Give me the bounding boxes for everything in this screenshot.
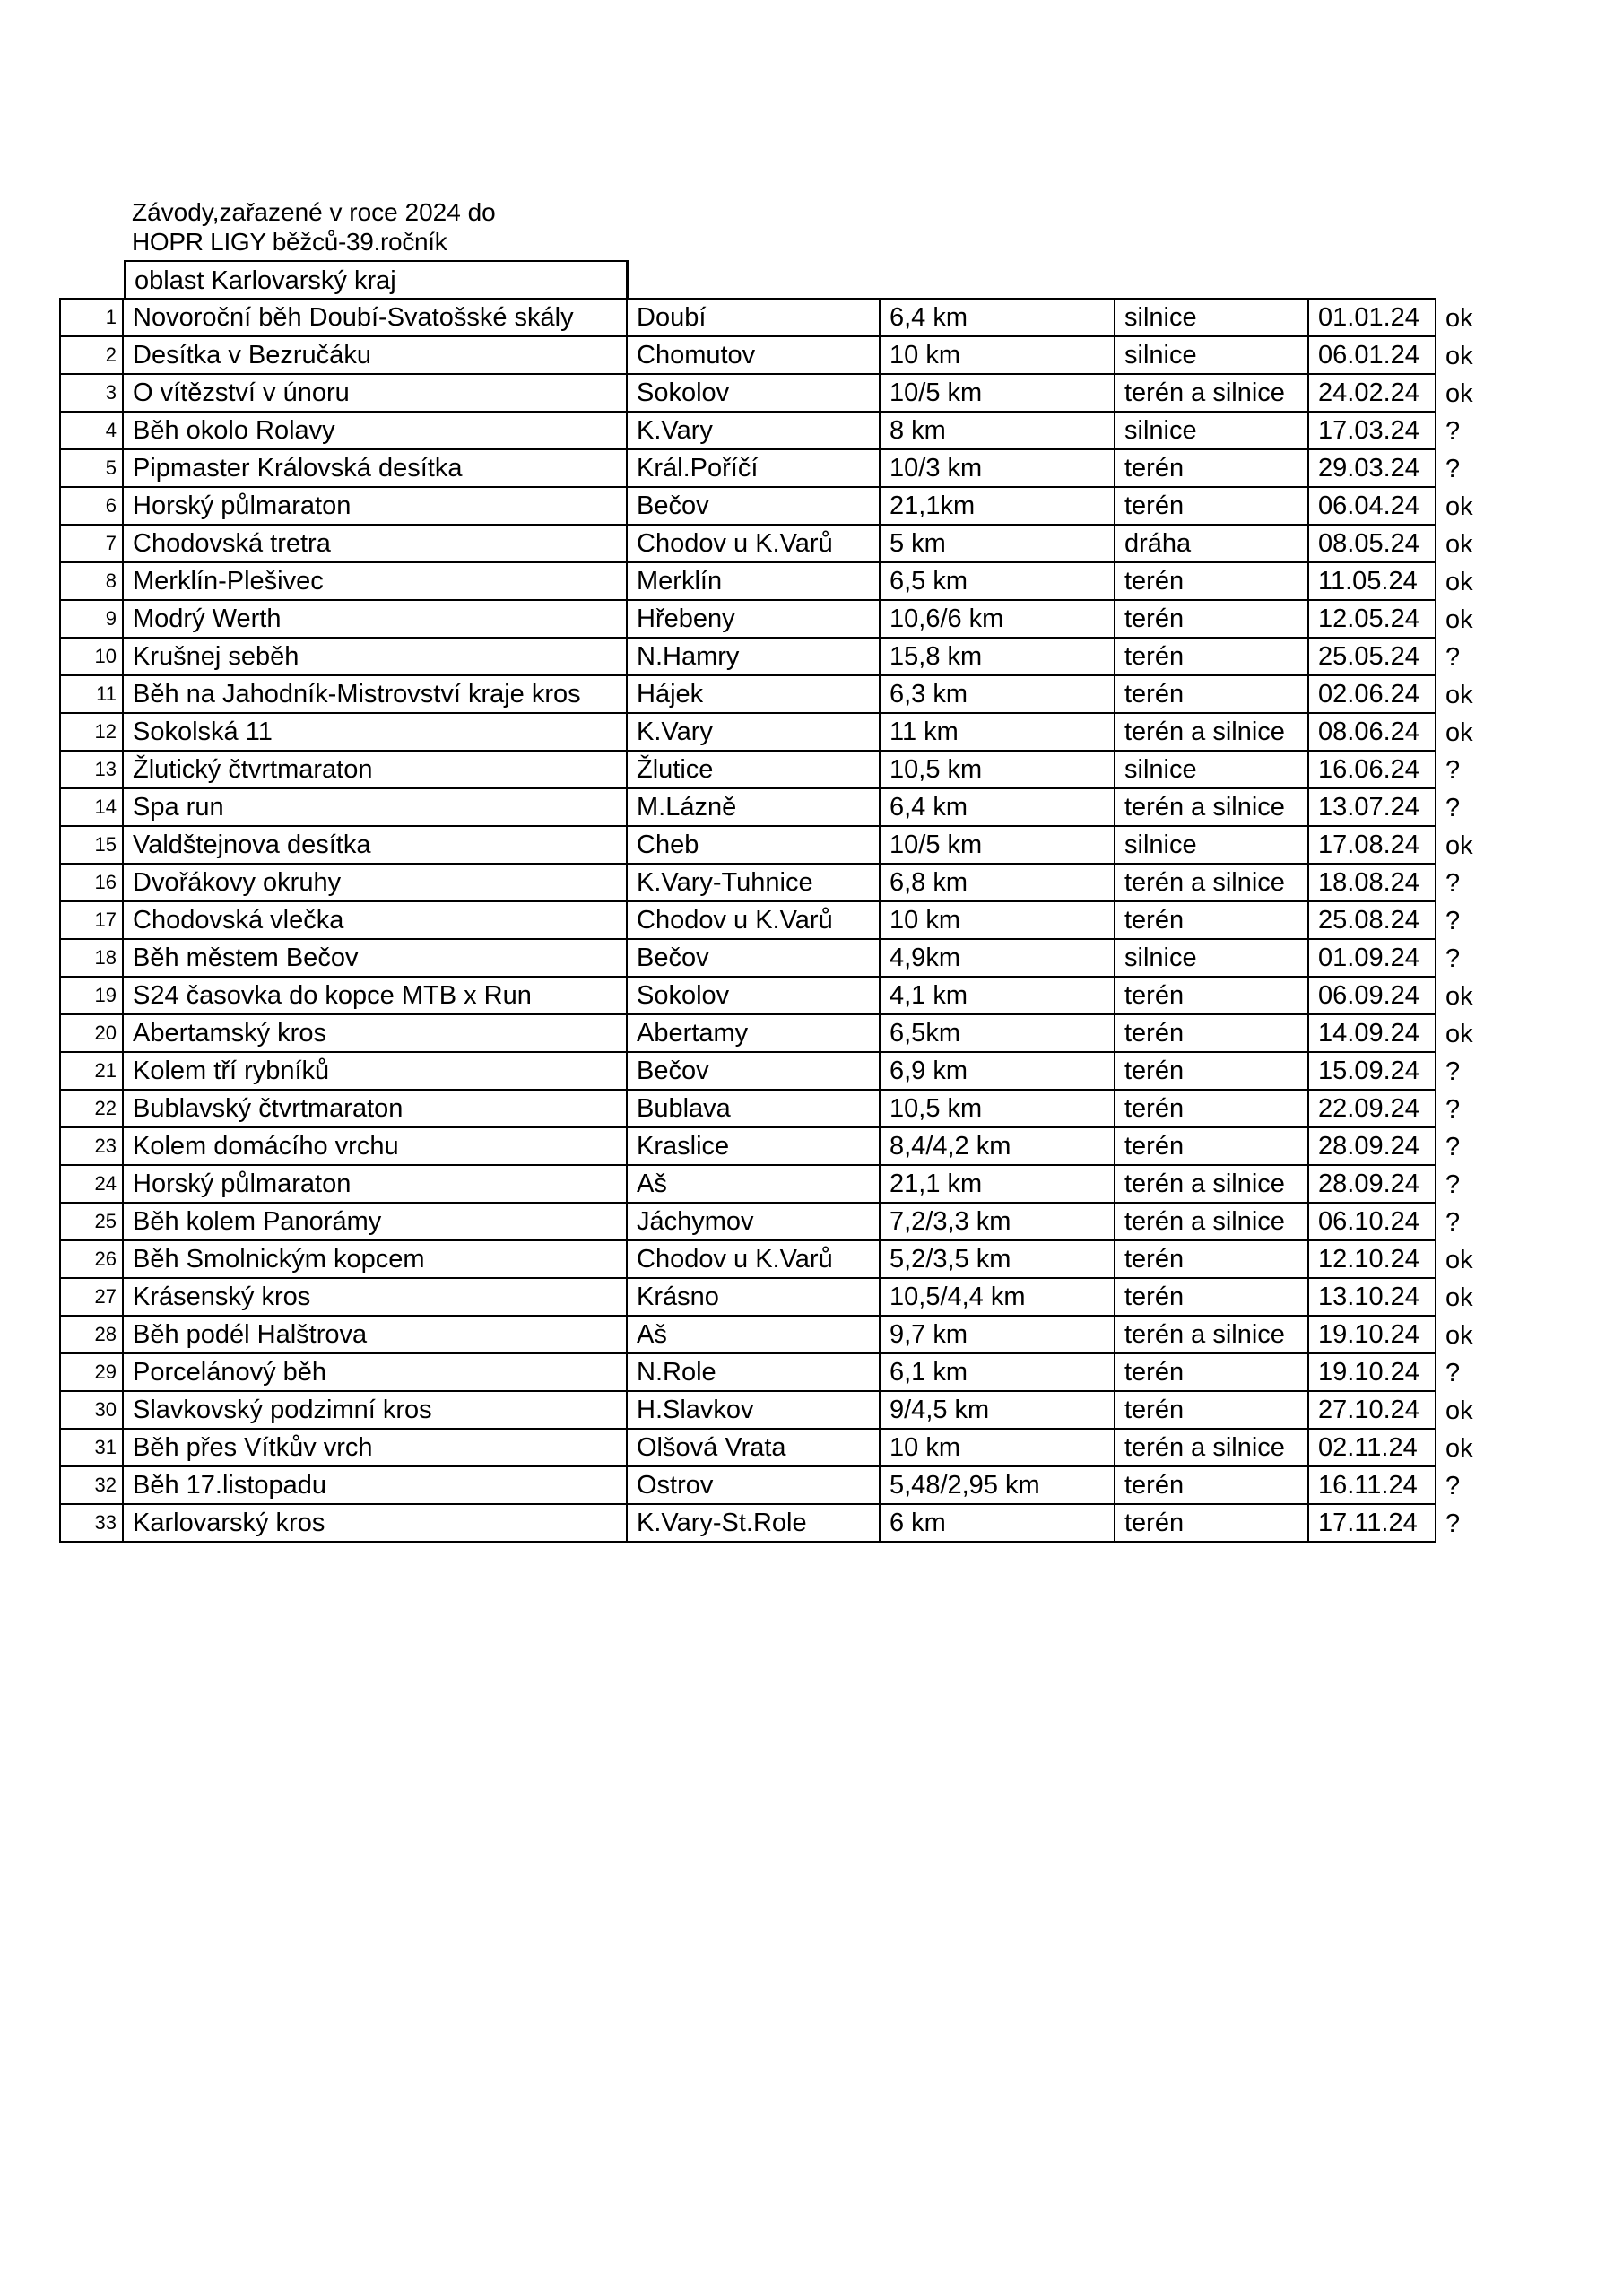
race-distance: 21,1km [880, 487, 1115, 525]
race-place: K.Vary [627, 713, 880, 751]
race-distance: 9/4,5 km [880, 1391, 1115, 1429]
region-divider [628, 260, 629, 298]
race-name: Pipmaster Královská desítka [123, 449, 627, 487]
race-number: 1 [60, 299, 123, 336]
race-name: Abertamský kros [123, 1014, 627, 1052]
race-status: ok [1445, 1434, 1473, 1463]
race-distance: 10 km [880, 1429, 1115, 1466]
race-number: 7 [60, 525, 123, 562]
race-status: ok [1445, 304, 1473, 333]
race-date: 13.07.24 [1308, 788, 1436, 826]
race-status: ok [1445, 681, 1473, 709]
race-surface: silnice [1115, 939, 1308, 977]
race-status: ? [1445, 1472, 1461, 1500]
race-number: 4 [60, 412, 123, 449]
race-surface: terén [1115, 675, 1308, 713]
race-distance: 5,48/2,95 km [880, 1466, 1115, 1504]
race-date: 28.09.24 [1308, 1127, 1436, 1165]
race-surface: terén [1115, 1090, 1308, 1127]
table-row [60, 487, 1489, 525]
race-date: 22.09.24 [1308, 1090, 1436, 1127]
race-name: Novoroční běh Doubí-Svatošské skály [123, 299, 627, 336]
race-date: 08.05.24 [1308, 525, 1436, 562]
race-name: S24 časovka do kopce MTB x Run [123, 977, 627, 1014]
race-distance: 8,4/4,2 km [880, 1127, 1115, 1165]
race-name: Bublavský čtvrtmaraton [123, 1090, 627, 1127]
race-name: Běh 17.listopadu [123, 1466, 627, 1504]
race-surface: terén [1115, 600, 1308, 638]
race-surface: terén [1115, 1466, 1308, 1504]
race-place: M.Lázně [627, 788, 880, 826]
race-number: 3 [60, 374, 123, 412]
race-place: Abertamy [627, 1014, 880, 1052]
race-place: Jáchymov [627, 1203, 880, 1240]
race-status: ? [1445, 1359, 1461, 1387]
race-status: ok [1445, 982, 1473, 1011]
race-place: N.Role [627, 1353, 880, 1391]
race-place: K.Vary-St.Role [627, 1504, 880, 1542]
race-name: Běh podél Halštrova [123, 1316, 627, 1353]
table-row [60, 864, 1489, 901]
race-name: Modrý Werth [123, 600, 627, 638]
table-row [60, 901, 1489, 939]
races-table [59, 298, 1490, 1543]
race-surface: terén [1115, 1278, 1308, 1316]
race-date: 06.10.24 [1308, 1203, 1436, 1240]
races-table-body [60, 299, 1489, 1542]
race-surface: terén [1115, 1391, 1308, 1429]
table-row [60, 562, 1489, 600]
table-row [60, 1429, 1489, 1466]
race-name: Běh městem Bečov [123, 939, 627, 977]
race-distance: 9,7 km [880, 1316, 1115, 1353]
race-distance: 10,5 km [880, 751, 1115, 788]
race-status: ok [1445, 1246, 1473, 1274]
race-status: ? [1445, 907, 1461, 935]
race-distance: 6,1 km [880, 1353, 1115, 1391]
race-number: 21 [60, 1052, 123, 1090]
race-place: Cheb [627, 826, 880, 864]
race-distance: 6,4 km [880, 299, 1115, 336]
race-status: ? [1445, 1170, 1461, 1199]
race-number: 15 [60, 826, 123, 864]
race-date: 15.09.24 [1308, 1052, 1436, 1090]
table-row [60, 449, 1489, 487]
race-name: Běh přes Vítkův vrch [123, 1429, 627, 1466]
race-place: Bublava [627, 1090, 880, 1127]
race-number: 24 [60, 1165, 123, 1203]
race-date: 16.11.24 [1308, 1466, 1436, 1504]
race-date: 25.05.24 [1308, 638, 1436, 675]
race-distance: 10,6/6 km [880, 600, 1115, 638]
race-number: 17 [60, 901, 123, 939]
race-surface: terén a silnice [1115, 374, 1308, 412]
race-surface: terén [1115, 1014, 1308, 1052]
race-place: Kraslice [627, 1127, 880, 1165]
race-number: 28 [60, 1316, 123, 1353]
table-row [60, 1316, 1489, 1353]
race-status: ? [1445, 455, 1461, 483]
race-place: Chomutov [627, 336, 880, 374]
race-number: 26 [60, 1240, 123, 1278]
race-number: 20 [60, 1014, 123, 1052]
race-place: Sokolov [627, 374, 880, 412]
race-place: Merklín [627, 562, 880, 600]
race-date: 17.08.24 [1308, 826, 1436, 864]
table-row [60, 525, 1489, 562]
table-row [60, 1466, 1489, 1504]
race-distance: 6,3 km [880, 675, 1115, 713]
race-date: 06.01.24 [1308, 336, 1436, 374]
race-place: Chodov u K.Varů [627, 901, 880, 939]
race-name: Chodovská tretra [123, 525, 627, 562]
race-surface: terén [1115, 1353, 1308, 1391]
race-distance: 6,4 km [880, 788, 1115, 826]
race-surface: dráha [1115, 525, 1308, 562]
table-row [60, 1278, 1489, 1316]
race-distance: 10,5/4,4 km [880, 1278, 1115, 1316]
race-name: Merklín-Plešivec [123, 562, 627, 600]
race-name: Sokolská 11 [123, 713, 627, 751]
race-surface: silnice [1115, 336, 1308, 374]
race-date: 01.09.24 [1308, 939, 1436, 977]
race-surface: terén a silnice [1115, 1429, 1308, 1466]
race-date: 06.04.24 [1308, 487, 1436, 525]
race-distance: 10/5 km [880, 826, 1115, 864]
race-distance: 10/3 km [880, 449, 1115, 487]
race-date: 13.10.24 [1308, 1278, 1436, 1316]
race-name: Žlutický čtvrtmaraton [123, 751, 627, 788]
race-status: ? [1445, 1057, 1461, 1086]
race-surface: terén [1115, 1052, 1308, 1090]
race-date: 02.11.24 [1308, 1429, 1436, 1466]
race-distance: 10,5 km [880, 1090, 1115, 1127]
race-place: Olšová Vrata [627, 1429, 880, 1466]
race-place: K.Vary [627, 412, 880, 449]
race-status: ? [1445, 1095, 1461, 1124]
race-place: Bečov [627, 487, 880, 525]
race-date: 12.10.24 [1308, 1240, 1436, 1278]
race-distance: 4,1 km [880, 977, 1115, 1014]
race-number: 25 [60, 1203, 123, 1240]
race-status: ? [1445, 1509, 1461, 1538]
table-row [60, 336, 1489, 374]
race-surface: terén [1115, 638, 1308, 675]
race-number: 19 [60, 977, 123, 1014]
race-place: Král.Poříčí [627, 449, 880, 487]
race-surface: terén [1115, 562, 1308, 600]
race-place: Bečov [627, 1052, 880, 1090]
race-number: 27 [60, 1278, 123, 1316]
race-number: 10 [60, 638, 123, 675]
race-date: 17.03.24 [1308, 412, 1436, 449]
race-name: Běh na Jahodník-Mistrovství kraje kros [123, 675, 627, 713]
race-date: 12.05.24 [1308, 600, 1436, 638]
race-status: ok [1445, 568, 1473, 596]
table-row [60, 374, 1489, 412]
race-distance: 6,9 km [880, 1052, 1115, 1090]
race-name: Kolem tří rybníků [123, 1052, 627, 1090]
race-date: 14.09.24 [1308, 1014, 1436, 1052]
race-surface: terén [1115, 901, 1308, 939]
race-name: Spa run [123, 788, 627, 826]
race-date: 18.08.24 [1308, 864, 1436, 901]
race-surface: terén a silnice [1115, 1316, 1308, 1353]
race-date: 29.03.24 [1308, 449, 1436, 487]
table-row [60, 299, 1489, 336]
race-number: 13 [60, 751, 123, 788]
race-number: 2 [60, 336, 123, 374]
title-line-1: Závody,zařazené v roce 2024 do [132, 198, 496, 226]
table-row [60, 977, 1489, 1014]
race-place: Hřebeny [627, 600, 880, 638]
race-status: ? [1445, 417, 1461, 446]
race-distance: 6,5 km [880, 562, 1115, 600]
race-date: 27.10.24 [1308, 1391, 1436, 1429]
race-status: ok [1445, 1321, 1473, 1350]
document-title [132, 197, 496, 257]
race-surface: terén a silnice [1115, 1165, 1308, 1203]
race-status: ? [1445, 1208, 1461, 1237]
race-surface: silnice [1115, 751, 1308, 788]
race-date: 19.10.24 [1308, 1316, 1436, 1353]
race-distance: 6 km [880, 1504, 1115, 1542]
race-date: 28.09.24 [1308, 1165, 1436, 1203]
race-name: Kolem domácího vrchu [123, 1127, 627, 1165]
race-number: 29 [60, 1353, 123, 1391]
race-surface: silnice [1115, 412, 1308, 449]
race-name: Slavkovský podzimní kros [123, 1391, 627, 1429]
race-distance: 7,2/3,3 km [880, 1203, 1115, 1240]
race-place: Chodov u K.Varů [627, 525, 880, 562]
race-place: K.Vary-Tuhnice [627, 864, 880, 901]
race-place: Žlutice [627, 751, 880, 788]
race-status: ok [1445, 1283, 1473, 1312]
race-name: Karlovarský kros [123, 1504, 627, 1542]
table-row [60, 1127, 1489, 1165]
race-status: ok [1445, 492, 1473, 521]
race-status: ok [1445, 718, 1473, 747]
table-row [60, 600, 1489, 638]
table-row [60, 1240, 1489, 1278]
race-name: Krásenský kros [123, 1278, 627, 1316]
race-name: Porcelánový běh [123, 1353, 627, 1391]
race-surface: terén [1115, 1240, 1308, 1278]
table-row [60, 1504, 1489, 1542]
race-surface: terén [1115, 487, 1308, 525]
race-place: Krásno [627, 1278, 880, 1316]
race-distance: 8 km [880, 412, 1115, 449]
race-date: 25.08.24 [1308, 901, 1436, 939]
race-place: Chodov u K.Varů [627, 1240, 880, 1278]
race-status: ok [1445, 379, 1473, 408]
race-number: 12 [60, 713, 123, 751]
race-distance: 5 km [880, 525, 1115, 562]
race-status: ok [1445, 342, 1473, 370]
race-number: 9 [60, 600, 123, 638]
race-surface: silnice [1115, 299, 1308, 336]
race-name: Běh kolem Panorámy [123, 1203, 627, 1240]
race-date: 16.06.24 [1308, 751, 1436, 788]
title-line-2: HOPR LIGY běžců-39.ročník [132, 228, 447, 256]
table-row [60, 1391, 1489, 1429]
race-place: H.Slavkov [627, 1391, 880, 1429]
race-status: ok [1445, 831, 1473, 860]
race-number: 23 [60, 1127, 123, 1165]
race-surface: terén [1115, 449, 1308, 487]
table-row [60, 1203, 1489, 1240]
race-surface: terén [1115, 977, 1308, 1014]
race-number: 32 [60, 1466, 123, 1504]
race-number: 33 [60, 1504, 123, 1542]
race-date: 01.01.24 [1308, 299, 1436, 336]
table-row [60, 1014, 1489, 1052]
race-number: 30 [60, 1391, 123, 1429]
race-distance: 6,5km [880, 1014, 1115, 1052]
race-name: O vítězství v únoru [123, 374, 627, 412]
race-status: ? [1445, 794, 1461, 822]
race-name: Běh okolo Rolavy [123, 412, 627, 449]
race-status: ? [1445, 869, 1461, 898]
table-row [60, 788, 1489, 826]
race-place: Sokolov [627, 977, 880, 1014]
race-status: ? [1445, 1133, 1461, 1161]
race-place: Hájek [627, 675, 880, 713]
table-row [60, 1090, 1489, 1127]
race-name: Krušnej seběh [123, 638, 627, 675]
race-status: ok [1445, 1396, 1473, 1425]
race-name: Horský půlmaraton [123, 487, 627, 525]
race-status: ok [1445, 530, 1473, 559]
race-status: ? [1445, 643, 1461, 672]
table-row [60, 1353, 1489, 1391]
race-place: N.Hamry [627, 638, 880, 675]
race-status: ok [1445, 605, 1473, 634]
race-place: Bečov [627, 939, 880, 977]
race-date: 19.10.24 [1308, 1353, 1436, 1391]
region-label: oblast Karlovarský kraj [124, 260, 628, 298]
race-surface: terén a silnice [1115, 788, 1308, 826]
race-number: 6 [60, 487, 123, 525]
table-row [60, 638, 1489, 675]
table-row [60, 826, 1489, 864]
race-surface: terén [1115, 1127, 1308, 1165]
table-row [60, 1052, 1489, 1090]
race-date: 17.11.24 [1308, 1504, 1436, 1542]
race-surface: terén [1115, 1504, 1308, 1542]
race-name: Desítka v Bezručáku [123, 336, 627, 374]
race-date: 11.05.24 [1308, 562, 1436, 600]
race-distance: 10 km [880, 901, 1115, 939]
race-surface: terén a silnice [1115, 713, 1308, 751]
table-row [60, 939, 1489, 977]
race-date: 08.06.24 [1308, 713, 1436, 751]
race-surface: terén a silnice [1115, 1203, 1308, 1240]
race-place: Aš [627, 1316, 880, 1353]
table-row [60, 412, 1489, 449]
race-distance: 21,1 km [880, 1165, 1115, 1203]
race-name: Dvořákovy okruhy [123, 864, 627, 901]
race-name: Horský půlmaraton [123, 1165, 627, 1203]
race-status: ? [1445, 944, 1461, 973]
race-number: 22 [60, 1090, 123, 1127]
race-distance: 5,2/3,5 km [880, 1240, 1115, 1278]
race-distance: 4,9km [880, 939, 1115, 977]
race-place: Doubí [627, 299, 880, 336]
race-number: 18 [60, 939, 123, 977]
race-number: 5 [60, 449, 123, 487]
race-status: ? [1445, 756, 1461, 785]
race-name: Chodovská vlečka [123, 901, 627, 939]
race-date: 06.09.24 [1308, 977, 1436, 1014]
race-number: 8 [60, 562, 123, 600]
race-name: Valdštejnova desítka [123, 826, 627, 864]
race-number: 16 [60, 864, 123, 901]
race-distance: 15,8 km [880, 638, 1115, 675]
race-surface: terén a silnice [1115, 864, 1308, 901]
race-distance: 6,8 km [880, 864, 1115, 901]
race-status: ok [1445, 1020, 1473, 1048]
table-row [60, 1165, 1489, 1203]
table-row [60, 675, 1489, 713]
race-place: Ostrov [627, 1466, 880, 1504]
table-row [60, 751, 1489, 788]
race-number: 31 [60, 1429, 123, 1466]
race-name: Běh Smolnickým kopcem [123, 1240, 627, 1278]
race-distance: 11 km [880, 713, 1115, 751]
race-number: 11 [60, 675, 123, 713]
race-place: Aš [627, 1165, 880, 1203]
race-distance: 10/5 km [880, 374, 1115, 412]
race-date: 02.06.24 [1308, 675, 1436, 713]
race-surface: silnice [1115, 826, 1308, 864]
race-distance: 10 km [880, 336, 1115, 374]
race-number: 14 [60, 788, 123, 826]
table-row [60, 713, 1489, 751]
race-date: 24.02.24 [1308, 374, 1436, 412]
